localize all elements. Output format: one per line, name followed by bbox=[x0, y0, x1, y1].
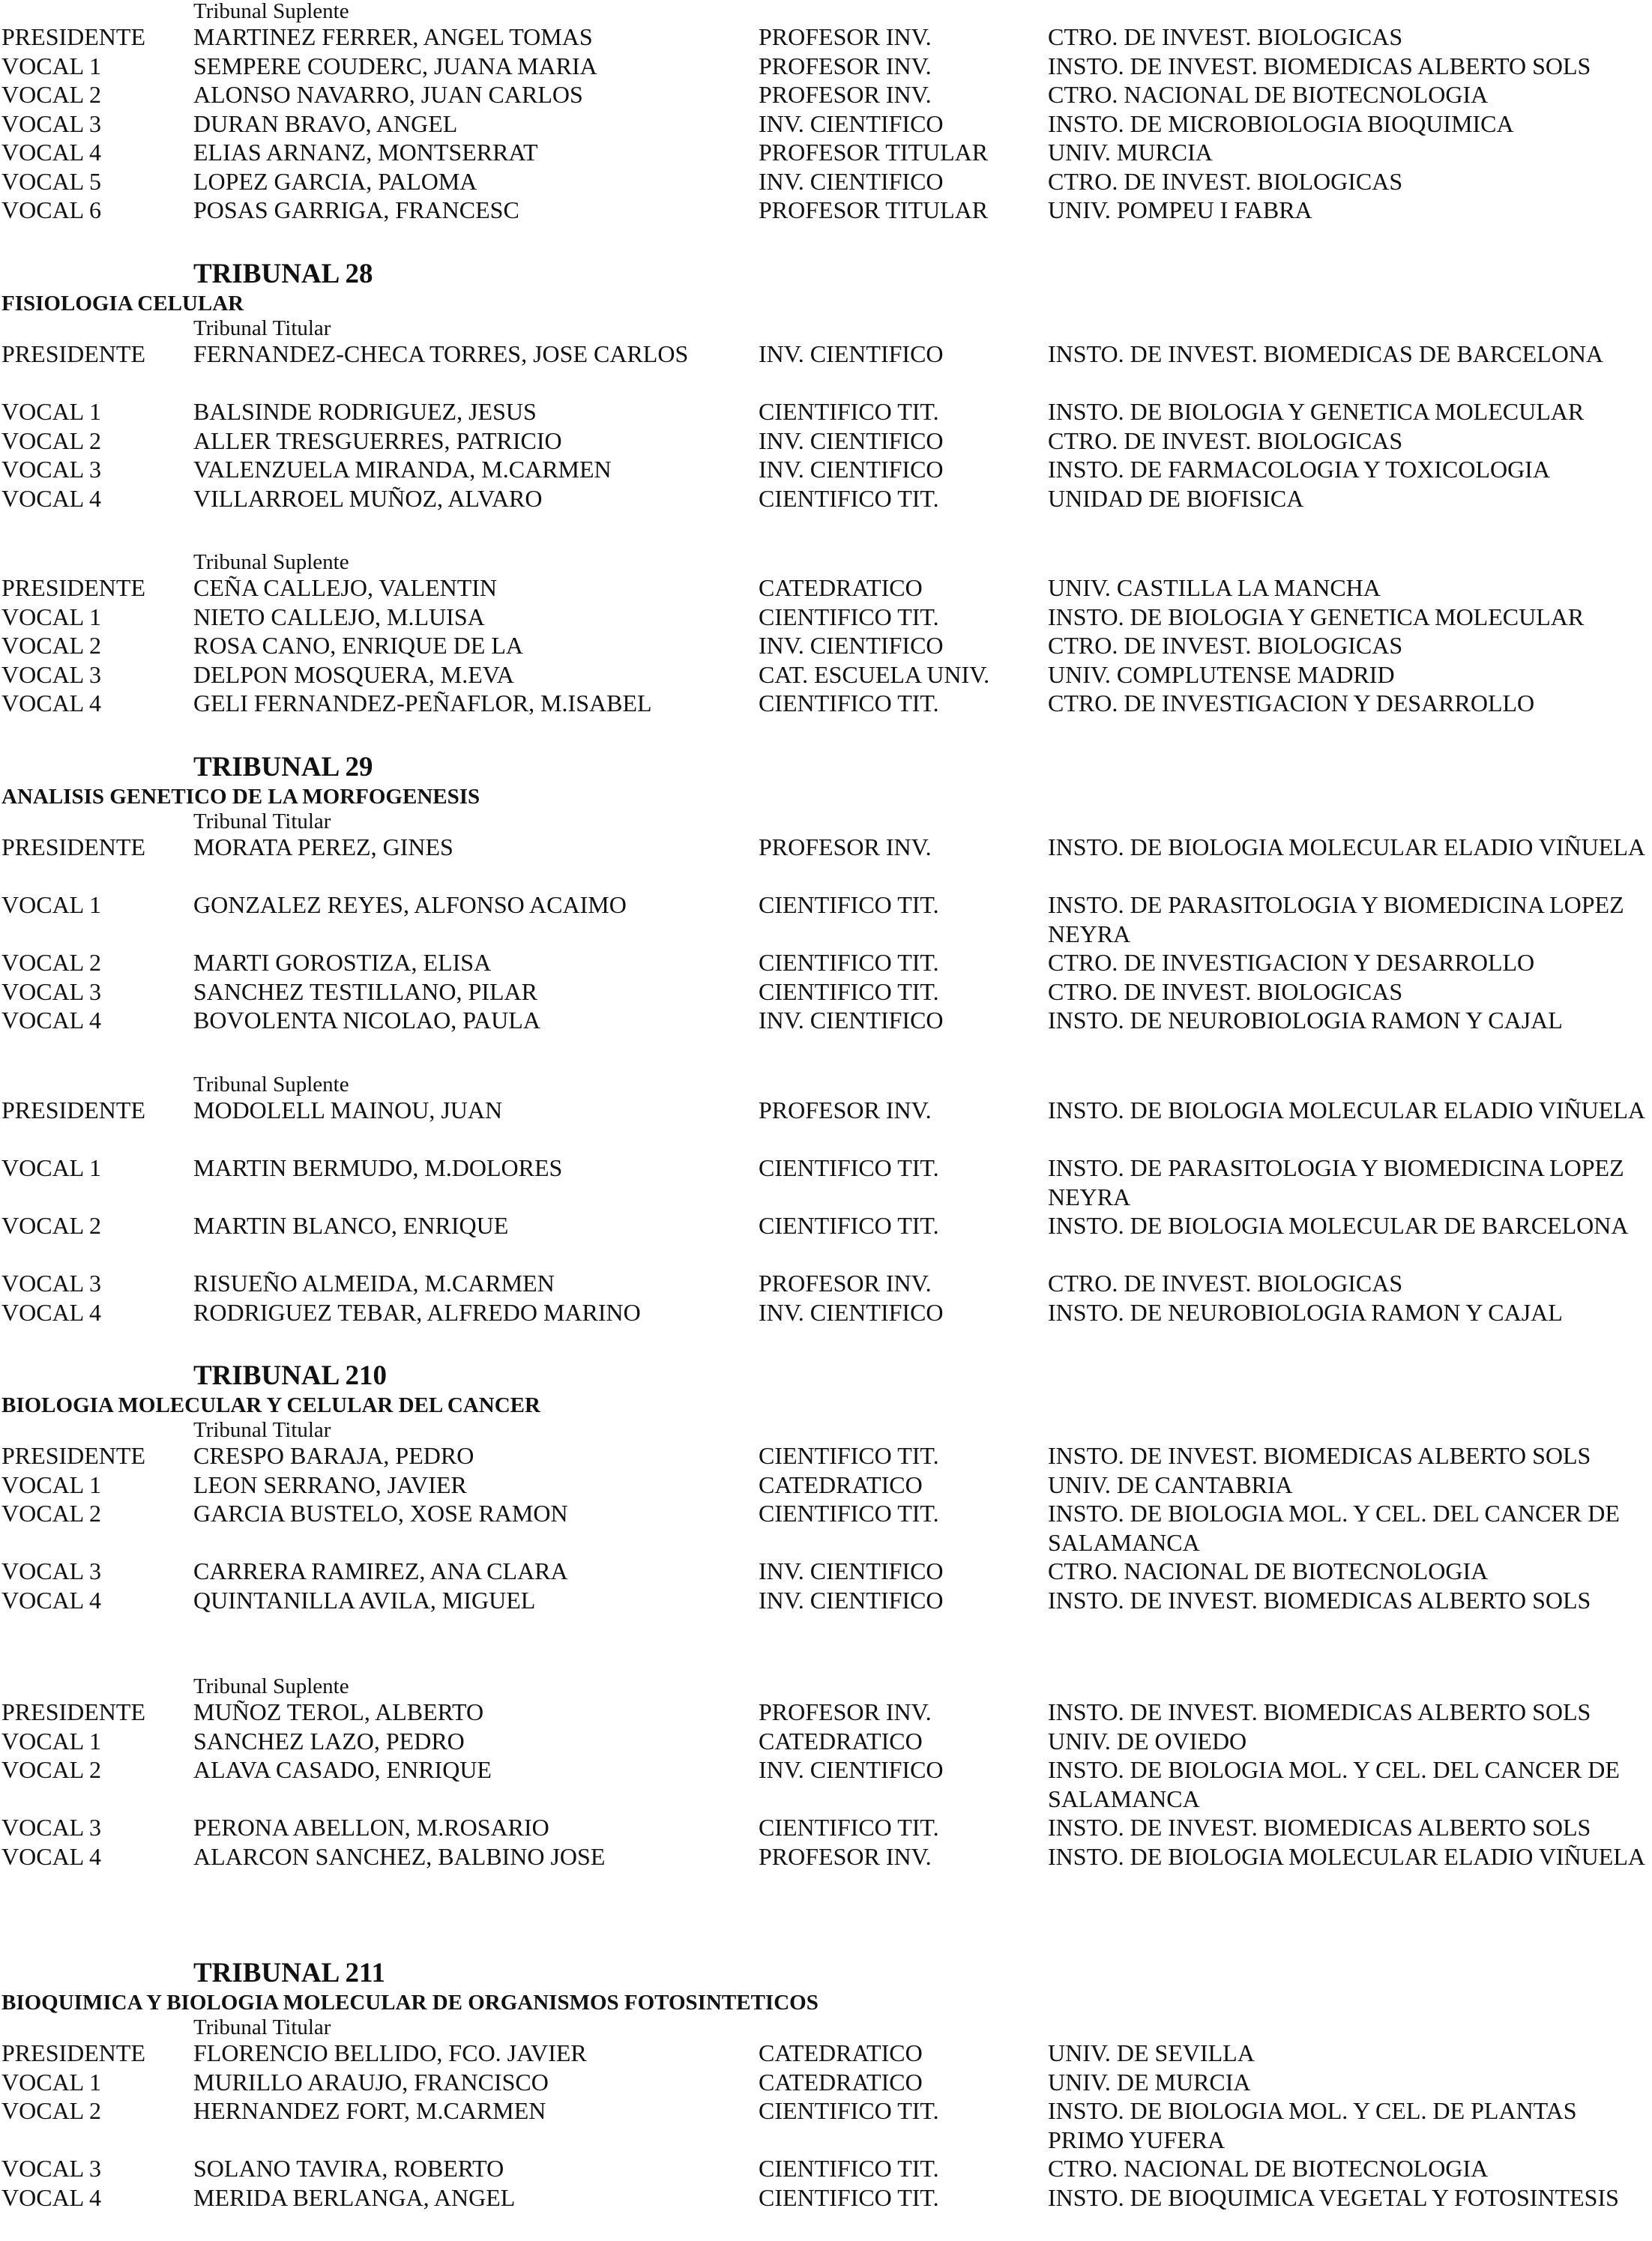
member-name: ALARCON SANCHEZ, BALBINO JOSE bbox=[193, 1842, 606, 1870]
tribunal-block bbox=[0, 1675, 1652, 1900]
member-institution: CTRO. NACIONAL DE BIOTECNOLOGIA bbox=[1048, 81, 1489, 108]
member-role: VOCAL 3 bbox=[1, 1557, 102, 1584]
member-role: PRESIDENTE bbox=[1, 340, 145, 367]
member-role: VOCAL 4 bbox=[1, 690, 102, 717]
tribunal-type-label: Tribunal Suplente bbox=[193, 0, 349, 23]
member-role: VOCAL 2 bbox=[1, 1756, 102, 1783]
tribunal-type-label: Tribunal Titular bbox=[193, 809, 331, 833]
member-category: CIENTIFICO TIT. bbox=[759, 690, 939, 717]
member-row bbox=[0, 2183, 1652, 2241]
member-row bbox=[0, 109, 1652, 139]
member-name: GARCIA BUSTELO, XOSE RAMON bbox=[193, 1500, 568, 1527]
member-category: INV. CIENTIFICO bbox=[759, 167, 944, 195]
member-category: PROFESOR INV. bbox=[759, 52, 932, 79]
member-role: PRESIDENTE bbox=[1, 574, 145, 601]
member-category: PROFESOR TITULAR bbox=[759, 139, 989, 166]
member-name: FLORENCIO BELLIDO, FCO. JAVIER bbox=[193, 2039, 587, 2066]
member-name: MUÑOZ TEROL, ALBERTO bbox=[193, 1698, 484, 1725]
member-name: NIETO CALLEJO, M.LUISA bbox=[193, 603, 485, 630]
member-institution: CTRO. NACIONAL DE BIOTECNOLOGIA bbox=[1048, 2155, 1489, 2182]
member-name: POSAS GARRIGA, FRANCESC bbox=[193, 196, 519, 223]
member-institution: CTRO. DE INVEST. BIOLOGICAS bbox=[1048, 167, 1403, 195]
tribunal-block bbox=[0, 259, 1652, 513]
member-row bbox=[0, 660, 1652, 690]
member-row bbox=[0, 2096, 1652, 2154]
member-category: CIENTIFICO TIT. bbox=[759, 1814, 939, 1841]
member-institution: UNIV. DE CANTABRIA bbox=[1048, 1471, 1293, 1498]
member-name: MODOLELL MAINOU, JUAN bbox=[193, 1097, 503, 1123]
member-role: VOCAL 4 bbox=[1, 1007, 102, 1034]
member-name: DELPON MOSQUERA, M.EVA bbox=[193, 660, 514, 688]
member-name: CRESPO BARAJA, PEDRO bbox=[193, 1442, 474, 1469]
member-role: VOCAL 6 bbox=[1, 196, 102, 223]
member-name: DURAN BRAVO, ANGEL bbox=[193, 109, 458, 137]
member-institution: INSTO. DE PARASITOLOGIA Y BIOMEDICINA LOPEZ NEYRA bbox=[1048, 891, 1624, 947]
member-row bbox=[0, 1006, 1652, 1035]
tribunal-type-label: Tribunal Titular bbox=[193, 316, 331, 340]
tribunal-type-label: Tribunal Suplente bbox=[193, 1674, 349, 1698]
member-row bbox=[0, 1153, 1652, 1211]
member-role: VOCAL 1 bbox=[1, 603, 102, 630]
member-role: VOCAL 2 bbox=[1, 2097, 102, 2124]
member-role: VOCAL 4 bbox=[1, 484, 102, 512]
member-category: PROFESOR INV. bbox=[759, 833, 932, 860]
member-name: VALENZUELA MIRANDA, M.CARMEN bbox=[193, 456, 612, 483]
member-category: INV. CIENTIFICO bbox=[759, 1557, 944, 1584]
member-institution: INSTO. DE INVEST. BIOMEDICAS DE BARCELONA bbox=[1048, 340, 1604, 367]
member-category: INV. CIENTIFICO bbox=[759, 1586, 944, 1614]
member-role: VOCAL 1 bbox=[1, 52, 102, 79]
member-row bbox=[0, 1586, 1652, 1615]
member-category: CATEDRATICO bbox=[759, 1471, 923, 1498]
member-institution: INSTO. DE NEUROBIOLOGIA RAMON Y CAJAL bbox=[1048, 1007, 1563, 1034]
tribunal-type-label: Tribunal Suplente bbox=[193, 1073, 349, 1097]
tribunal-type-label: Tribunal Titular bbox=[193, 2015, 331, 2039]
member-row bbox=[0, 1499, 1652, 1557]
member-role: PRESIDENTE bbox=[1, 833, 145, 860]
member-name: SOLANO TAVIRA, ROBERTO bbox=[193, 2155, 504, 2182]
member-name: RISUEÑO ALMEIDA, M.CARMEN bbox=[193, 1270, 555, 1297]
member-name: RODRIGUEZ TEBAR, ALFREDO MARINO bbox=[193, 1298, 641, 1326]
member-institution: UNIV. DE OVIEDO bbox=[1048, 1727, 1247, 1755]
member-institution: UNIDAD DE BIOFISICA bbox=[1048, 484, 1304, 512]
member-row bbox=[0, 2154, 1652, 2183]
member-category: INV. CIENTIFICO bbox=[759, 1007, 944, 1034]
member-row bbox=[0, 80, 1652, 109]
member-row bbox=[0, 1755, 1652, 1813]
member-institution: INSTO. DE BIOLOGIA MOLECULAR ELADIO VIÑUELA bbox=[1048, 833, 1645, 860]
member-category: PROFESOR INV. bbox=[759, 81, 932, 108]
member-role: VOCAL 2 bbox=[1, 426, 102, 454]
member-institution: INSTO. DE BIOLOGIA MOL. Y CEL. DEL CANCER DE SALAMANCA bbox=[1048, 1500, 1620, 1556]
member-role: PRESIDENTE bbox=[1, 1442, 145, 1469]
member-name: LEON SERRANO, JAVIER bbox=[193, 1471, 467, 1498]
tribunal-block bbox=[0, 1360, 1652, 1614]
member-role: VOCAL 3 bbox=[1, 1270, 102, 1297]
member-category: PROFESOR INV. bbox=[759, 1698, 932, 1725]
member-category: INV. CIENTIFICO bbox=[759, 632, 944, 659]
member-role: VOCAL 1 bbox=[1, 891, 102, 918]
member-name: FERNANDEZ-CHECA TORRES, JOSE CARLOS bbox=[193, 340, 689, 367]
member-role: VOCAL 4 bbox=[1, 139, 102, 166]
member-institution: INSTO. DE BIOLOGIA Y GENETICA MOLECULAR bbox=[1048, 603, 1585, 630]
member-role: VOCAL 3 bbox=[1, 660, 102, 688]
member-name: ROSA CANO, ENRIQUE DE LA bbox=[193, 632, 523, 659]
member-institution: INSTO. DE INVEST. BIOMEDICAS ALBERTO SOLS bbox=[1048, 1442, 1591, 1469]
member-name: MARTI GOROSTIZA, ELISA bbox=[193, 949, 492, 976]
member-institution: CTRO. DE INVEST. BIOLOGICAS bbox=[1048, 977, 1403, 1005]
tribunal-subject: ANALISIS GENETICO DE LA MORFOGENESIS bbox=[1, 785, 480, 809]
member-name: LOPEZ GARCIA, PALOMA bbox=[193, 167, 477, 195]
member-name: ALAVA CASADO, ENRIQUE bbox=[193, 1756, 492, 1783]
member-name: QUINTANILLA AVILA, MIGUEL bbox=[193, 1586, 536, 1614]
member-row bbox=[0, 52, 1652, 81]
member-institution: INSTO. DE INVEST. BIOMEDICAS ALBERTO SOLS bbox=[1048, 1586, 1591, 1614]
member-category: CATEDRATICO bbox=[759, 2068, 923, 2096]
member-row bbox=[0, 1813, 1652, 1842]
member-name: GELI FERNANDEZ-PEÑAFLOR, M.ISABEL bbox=[193, 690, 652, 717]
member-institution: INSTO. DE INVEST. BIOMEDICAS ALBERTO SOLS bbox=[1048, 1814, 1591, 1841]
member-name: GONZALEZ REYES, ALFONSO ACAIMO bbox=[193, 891, 627, 918]
member-role: PRESIDENTE bbox=[1, 2039, 145, 2066]
member-name: ALLER TRESGUERRES, PATRICIO bbox=[193, 426, 562, 454]
member-row bbox=[0, 573, 1652, 603]
member-role: VOCAL 4 bbox=[1, 1842, 102, 1870]
member-category: CATEDRATICO bbox=[759, 2039, 923, 2066]
member-row bbox=[0, 1698, 1652, 1727]
member-name: SEMPERE COUDERC, JUANA MARIA bbox=[193, 52, 597, 79]
member-name: ELIAS ARNANZ, MONTSERRAT bbox=[193, 139, 538, 166]
member-role: VOCAL 1 bbox=[1, 398, 102, 425]
tribunal-block bbox=[0, 551, 1652, 718]
member-role: VOCAL 2 bbox=[1, 949, 102, 976]
member-role: VOCAL 3 bbox=[1, 2155, 102, 2182]
member-role: VOCAL 4 bbox=[1, 1586, 102, 1614]
member-name: MORATA PEREZ, GINES bbox=[193, 833, 453, 860]
member-name: MARTIN BLANCO, ENRIQUE bbox=[193, 1212, 509, 1239]
member-row bbox=[0, 2039, 1652, 2068]
member-institution: INSTO. DE BIOLOGIA MOLECULAR DE BARCELONA bbox=[1048, 1212, 1629, 1239]
member-role: VOCAL 1 bbox=[1, 1154, 102, 1181]
member-row bbox=[0, 1842, 1652, 1900]
member-row bbox=[0, 833, 1652, 890]
member-role: VOCAL 1 bbox=[1, 2068, 102, 2096]
member-institution: UNIV. CASTILLA LA MANCHA bbox=[1048, 574, 1381, 601]
member-row bbox=[0, 2068, 1652, 2097]
member-category: PROFESOR INV. bbox=[759, 1097, 932, 1123]
member-role: PRESIDENTE bbox=[1, 23, 145, 50]
member-category: CIENTIFICO TIT. bbox=[759, 949, 939, 976]
member-category: CAT. ESCUELA UNIV. bbox=[759, 660, 990, 688]
member-institution: INSTO. DE PARASITOLOGIA Y BIOMEDICINA LOPEZ NEYRA bbox=[1048, 1154, 1624, 1210]
member-name: CARRERA RAMIREZ, ANA CLARA bbox=[193, 1557, 568, 1584]
member-row bbox=[0, 397, 1652, 426]
member-name: MURILLO ARAUJO, FRANCISCO bbox=[193, 2068, 549, 2096]
member-institution: INSTO. DE NEUROBIOLOGIA RAMON Y CAJAL bbox=[1048, 1298, 1563, 1326]
member-row bbox=[0, 1298, 1652, 1327]
member-name: SANCHEZ TESTILLANO, PILAR bbox=[193, 977, 537, 1005]
member-category: CIENTIFICO TIT. bbox=[759, 891, 939, 918]
member-row bbox=[0, 1471, 1652, 1500]
member-row bbox=[0, 1269, 1652, 1298]
member-row bbox=[0, 631, 1652, 660]
member-category: CIENTIFICO TIT. bbox=[759, 603, 939, 630]
member-institution: UNIV. DE SEVILLA bbox=[1048, 2039, 1255, 2066]
member-name: CEÑA CALLEJO, VALENTIN bbox=[193, 574, 498, 601]
member-category: CATEDRATICO bbox=[759, 1727, 923, 1755]
member-name: SANCHEZ LAZO, PEDRO bbox=[193, 1727, 465, 1755]
member-name: MERIDA BERLANGA, ANGEL bbox=[193, 2183, 516, 2211]
member-row bbox=[0, 1441, 1652, 1471]
member-role: PRESIDENTE bbox=[1, 1698, 145, 1725]
member-category: INV. CIENTIFICO bbox=[759, 340, 944, 367]
member-role: VOCAL 2 bbox=[1, 632, 102, 659]
member-row bbox=[0, 340, 1652, 397]
member-name: VILLARROEL MUÑOZ, ALVARO bbox=[193, 484, 543, 512]
tribunal-subject: BIOQUIMICA Y BIOLOGIA MOLECULAR DE ORGANISMOS FOTOSINTETICOS bbox=[1, 1991, 819, 2015]
member-row bbox=[0, 689, 1652, 718]
member-institution: INSTO. DE BIOLOGIA Y GENETICA MOLECULAR bbox=[1048, 398, 1585, 425]
member-category: CIENTIFICO TIT. bbox=[759, 398, 939, 425]
member-row bbox=[0, 1727, 1652, 1756]
member-row bbox=[0, 948, 1652, 977]
member-row bbox=[0, 890, 1652, 948]
member-institution: CTRO. DE INVEST. BIOLOGICAS bbox=[1048, 632, 1403, 659]
member-name: BALSINDE RODRIGUEZ, JESUS bbox=[193, 398, 537, 425]
member-role: VOCAL 3 bbox=[1, 456, 102, 483]
member-role: VOCAL 3 bbox=[1, 1814, 102, 1841]
member-row bbox=[0, 1096, 1652, 1153]
member-role: VOCAL 3 bbox=[1, 977, 102, 1005]
member-category: PROFESOR TITULAR bbox=[759, 196, 989, 223]
tribunal-title: TRIBUNAL 211 bbox=[193, 1958, 385, 1988]
tribunal-subject: BIOLOGIA MOLECULAR Y CELULAR DEL CANCER bbox=[1, 1393, 540, 1417]
tribunal-title: TRIBUNAL 28 bbox=[193, 259, 373, 289]
member-category: CIENTIFICO TIT. bbox=[759, 1442, 939, 1469]
member-name: PERONA ABELLON, M.ROSARIO bbox=[193, 1814, 549, 1841]
member-category: PROFESOR INV. bbox=[759, 23, 932, 50]
member-category: CIENTIFICO TIT. bbox=[759, 1154, 939, 1181]
member-category: INV. CIENTIFICO bbox=[759, 456, 944, 483]
member-role: VOCAL 3 bbox=[1, 109, 102, 137]
tribunal-subject: FISIOLOGIA CELULAR bbox=[1, 292, 244, 316]
member-institution: INSTO. DE BIOLOGIA MOLECULAR ELADIO VIÑUELA bbox=[1048, 1842, 1645, 1870]
member-name: ALONSO NAVARRO, JUAN CARLOS bbox=[193, 81, 583, 108]
member-role: VOCAL 4 bbox=[1, 1298, 102, 1326]
tribunal-block bbox=[0, 1958, 1652, 2241]
member-row bbox=[0, 22, 1652, 52]
member-row bbox=[0, 977, 1652, 1007]
member-category: CIENTIFICO TIT. bbox=[759, 2155, 939, 2182]
member-institution: INSTO. DE MICROBIOLOGIA BIOQUIMICA bbox=[1048, 109, 1514, 137]
member-institution: INSTO. DE BIOLOGIA MOLECULAR ELADIO VIÑUELA bbox=[1048, 1097, 1645, 1123]
member-role: VOCAL 1 bbox=[1, 1727, 102, 1755]
tribunal-block bbox=[0, 1073, 1652, 1327]
member-institution: INSTO. DE FARMACOLOGIA Y TOXICOLOGIA bbox=[1048, 456, 1550, 483]
member-category: CIENTIFICO TIT. bbox=[759, 977, 939, 1005]
member-row bbox=[0, 138, 1652, 167]
member-category: CIENTIFICO TIT. bbox=[759, 1500, 939, 1527]
tribunal-block bbox=[0, 752, 1652, 1035]
member-category: CIENTIFICO TIT. bbox=[759, 1212, 939, 1239]
member-row bbox=[0, 484, 1652, 513]
member-role: VOCAL 5 bbox=[1, 167, 102, 195]
member-role: PRESIDENTE bbox=[1, 1097, 145, 1123]
member-row bbox=[0, 1211, 1652, 1269]
member-name: MARTIN BERMUDO, M.DOLORES bbox=[193, 1154, 563, 1181]
member-role: VOCAL 4 bbox=[1, 2183, 102, 2211]
member-category: INV. CIENTIFICO bbox=[759, 1756, 944, 1783]
member-row bbox=[0, 603, 1652, 632]
member-role: VOCAL 2 bbox=[1, 1212, 102, 1239]
member-institution: CTRO. DE INVEST. BIOLOGICAS bbox=[1048, 426, 1403, 454]
member-institution: CTRO. DE INVESTIGACION Y DESARROLLO bbox=[1048, 949, 1535, 976]
member-category: INV. CIENTIFICO bbox=[759, 426, 944, 454]
member-category: CIENTIFICO TIT. bbox=[759, 484, 939, 512]
member-category: CATEDRATICO bbox=[759, 574, 923, 601]
member-row bbox=[0, 426, 1652, 456]
member-institution: INSTO. DE INVEST. BIOMEDICAS ALBERTO SOLS bbox=[1048, 52, 1591, 79]
member-category: CIENTIFICO TIT. bbox=[759, 2183, 939, 2211]
tribunal-block bbox=[0, 0, 1652, 225]
member-row bbox=[0, 167, 1652, 196]
tribunal-type-label: Tribunal Titular bbox=[193, 1418, 331, 1442]
member-institution: INSTO. DE BIOLOGIA MOL. Y CEL. DEL CANCER DE SALAMANCA bbox=[1048, 1756, 1620, 1812]
member-name: HERNANDEZ FORT, M.CARMEN bbox=[193, 2097, 546, 2124]
member-role: VOCAL 2 bbox=[1, 1500, 102, 1527]
member-institution: UNIV. POMPEU I FABRA bbox=[1048, 196, 1312, 223]
member-category: PROFESOR INV. bbox=[759, 1842, 932, 1870]
member-institution: INSTO. DE BIOQUIMICA VEGETAL Y FOTOSINTESIS bbox=[1048, 2183, 1619, 2211]
tribunal-title: TRIBUNAL 210 bbox=[193, 1360, 388, 1391]
member-role: VOCAL 1 bbox=[1, 1471, 102, 1498]
member-row bbox=[0, 1557, 1652, 1586]
member-row bbox=[0, 196, 1652, 225]
member-category: INV. CIENTIFICO bbox=[759, 109, 944, 137]
member-role: VOCAL 2 bbox=[1, 81, 102, 108]
member-category: PROFESOR INV. bbox=[759, 1270, 932, 1297]
member-institution: CTRO. DE INVESTIGACION Y DESARROLLO bbox=[1048, 690, 1535, 717]
member-row bbox=[0, 455, 1652, 484]
tribunal-type-label: Tribunal Suplente bbox=[193, 550, 349, 574]
tribunal-title: TRIBUNAL 29 bbox=[193, 752, 373, 782]
member-institution: UNIV. MURCIA bbox=[1048, 139, 1213, 166]
member-institution: UNIV. COMPLUTENSE MADRID bbox=[1048, 660, 1395, 688]
member-institution: CTRO. NACIONAL DE BIOTECNOLOGIA bbox=[1048, 1557, 1489, 1584]
member-category: INV. CIENTIFICO bbox=[759, 1298, 944, 1326]
member-institution: INSTO. DE BIOLOGIA MOL. Y CEL. DE PLANTAS PRIMO YUFERA bbox=[1048, 2097, 1577, 2153]
member-institution: CTRO. DE INVEST. BIOLOGICAS bbox=[1048, 1270, 1403, 1297]
member-institution: INSTO. DE INVEST. BIOMEDICAS ALBERTO SOLS bbox=[1048, 1698, 1591, 1725]
member-institution: CTRO. DE INVEST. BIOLOGICAS bbox=[1048, 23, 1403, 50]
member-name: MARTINEZ FERRER, ANGEL TOMAS bbox=[193, 23, 593, 50]
member-category: CIENTIFICO TIT. bbox=[759, 2097, 939, 2124]
member-institution: UNIV. DE MURCIA bbox=[1048, 2068, 1251, 2096]
member-name: BOVOLENTA NICOLAO, PAULA bbox=[193, 1007, 540, 1034]
